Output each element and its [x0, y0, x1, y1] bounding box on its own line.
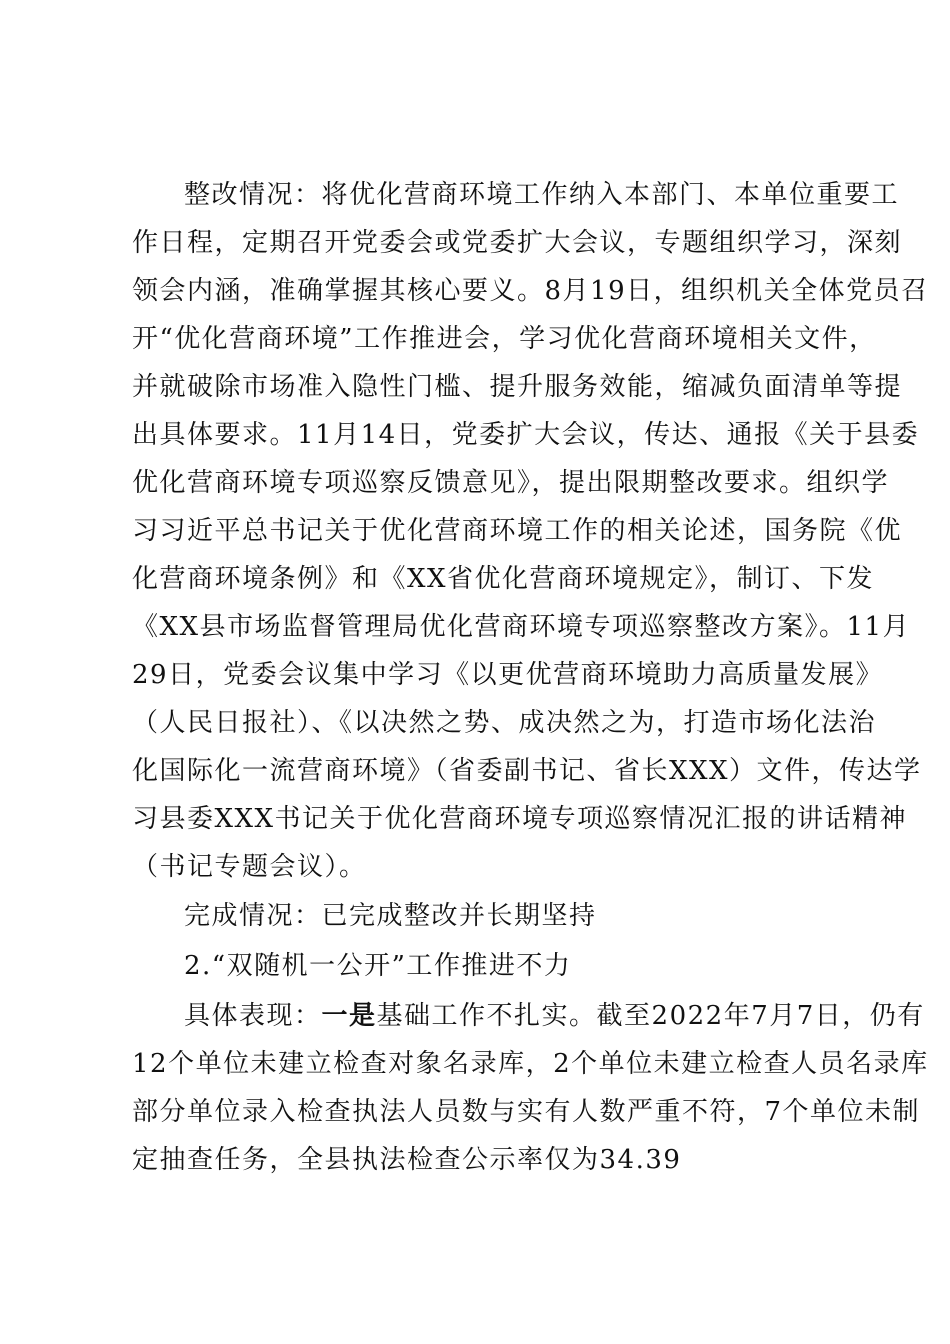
paragraph-line: 定抽查任务，全县执法检查公示率仅为34.39	[132, 1145, 682, 1175]
paragraph-line: 化国际化一流营商环境》（省委副书记、省长XXX）文件，传达学	[132, 756, 922, 786]
section-heading: 2.“双随机一公开”工作推进不力	[184, 951, 572, 981]
paragraph-line: 12个单位未建立检查对象名录库，2个单位未建立检查人员名录库	[132, 1049, 929, 1079]
paragraph-line: 出具体要求。11月14日，党委扩大会议，传达、通报《关于县委	[132, 420, 920, 450]
paragraph-line: 29日，党委会议集中学习《以更优营商环境助力高质量发展》	[132, 660, 884, 690]
paragraph-line: 作日程，定期召开党委会或党委扩大会议，专题组织学习，深刻	[132, 228, 903, 258]
paragraph-line: 部分单位录入检查执法人员数与实有人数严重不符，7个单位未制	[132, 1097, 921, 1127]
paragraph-line: （人民日报社）、《以决然之势、成决然之为，打造市场化法治	[132, 708, 877, 738]
specific-first-rest: 基础工作不扎实。截至2022年7月7日，仍有	[376, 1001, 925, 1031]
paragraph-line: 《XX县市场监督管理局优化营商环境专项巡察整改方案》。11月	[132, 612, 911, 642]
completion-status: 完成情况：已完成整改并长期坚持	[184, 901, 597, 931]
paragraph-line: 化营商环境条例》和《XX省优化营商环境规定》，制订、下发	[132, 564, 875, 594]
paragraph-line: 并就破除市场准入隐性门槛、提升服务效能，缩减负面清单等提	[132, 372, 903, 402]
paragraph-line: 优化营商环境专项巡察反馈意见》，提出限期整改要求。组织学	[132, 468, 890, 498]
paragraph-line: 领会内涵，准确掌握其核心要义。8月19日，组织机关全体党员召	[132, 276, 929, 306]
paragraph-line: 整改情况：将优化营商环境工作纳入本部门、本单位重要工	[184, 180, 900, 210]
paragraph-line: 习县委XXX书记关于优化营商环境专项巡察情况汇报的讲话精神	[132, 804, 908, 834]
specific-label: 具体表现：	[184, 1001, 322, 1031]
paragraph-line: （书记专题会议）。	[132, 852, 367, 882]
paragraph-line: 习习近平总书记关于优化营商环境工作的相关论述，国务院《优	[132, 516, 903, 546]
specific-performance-first-line	[184, 992, 925, 1040]
paragraph-line: 开“优化营商环境”工作推进会，学习优化营商环境相关文件，	[132, 324, 877, 354]
specific-bold-marker: 一是	[321, 1001, 377, 1031]
